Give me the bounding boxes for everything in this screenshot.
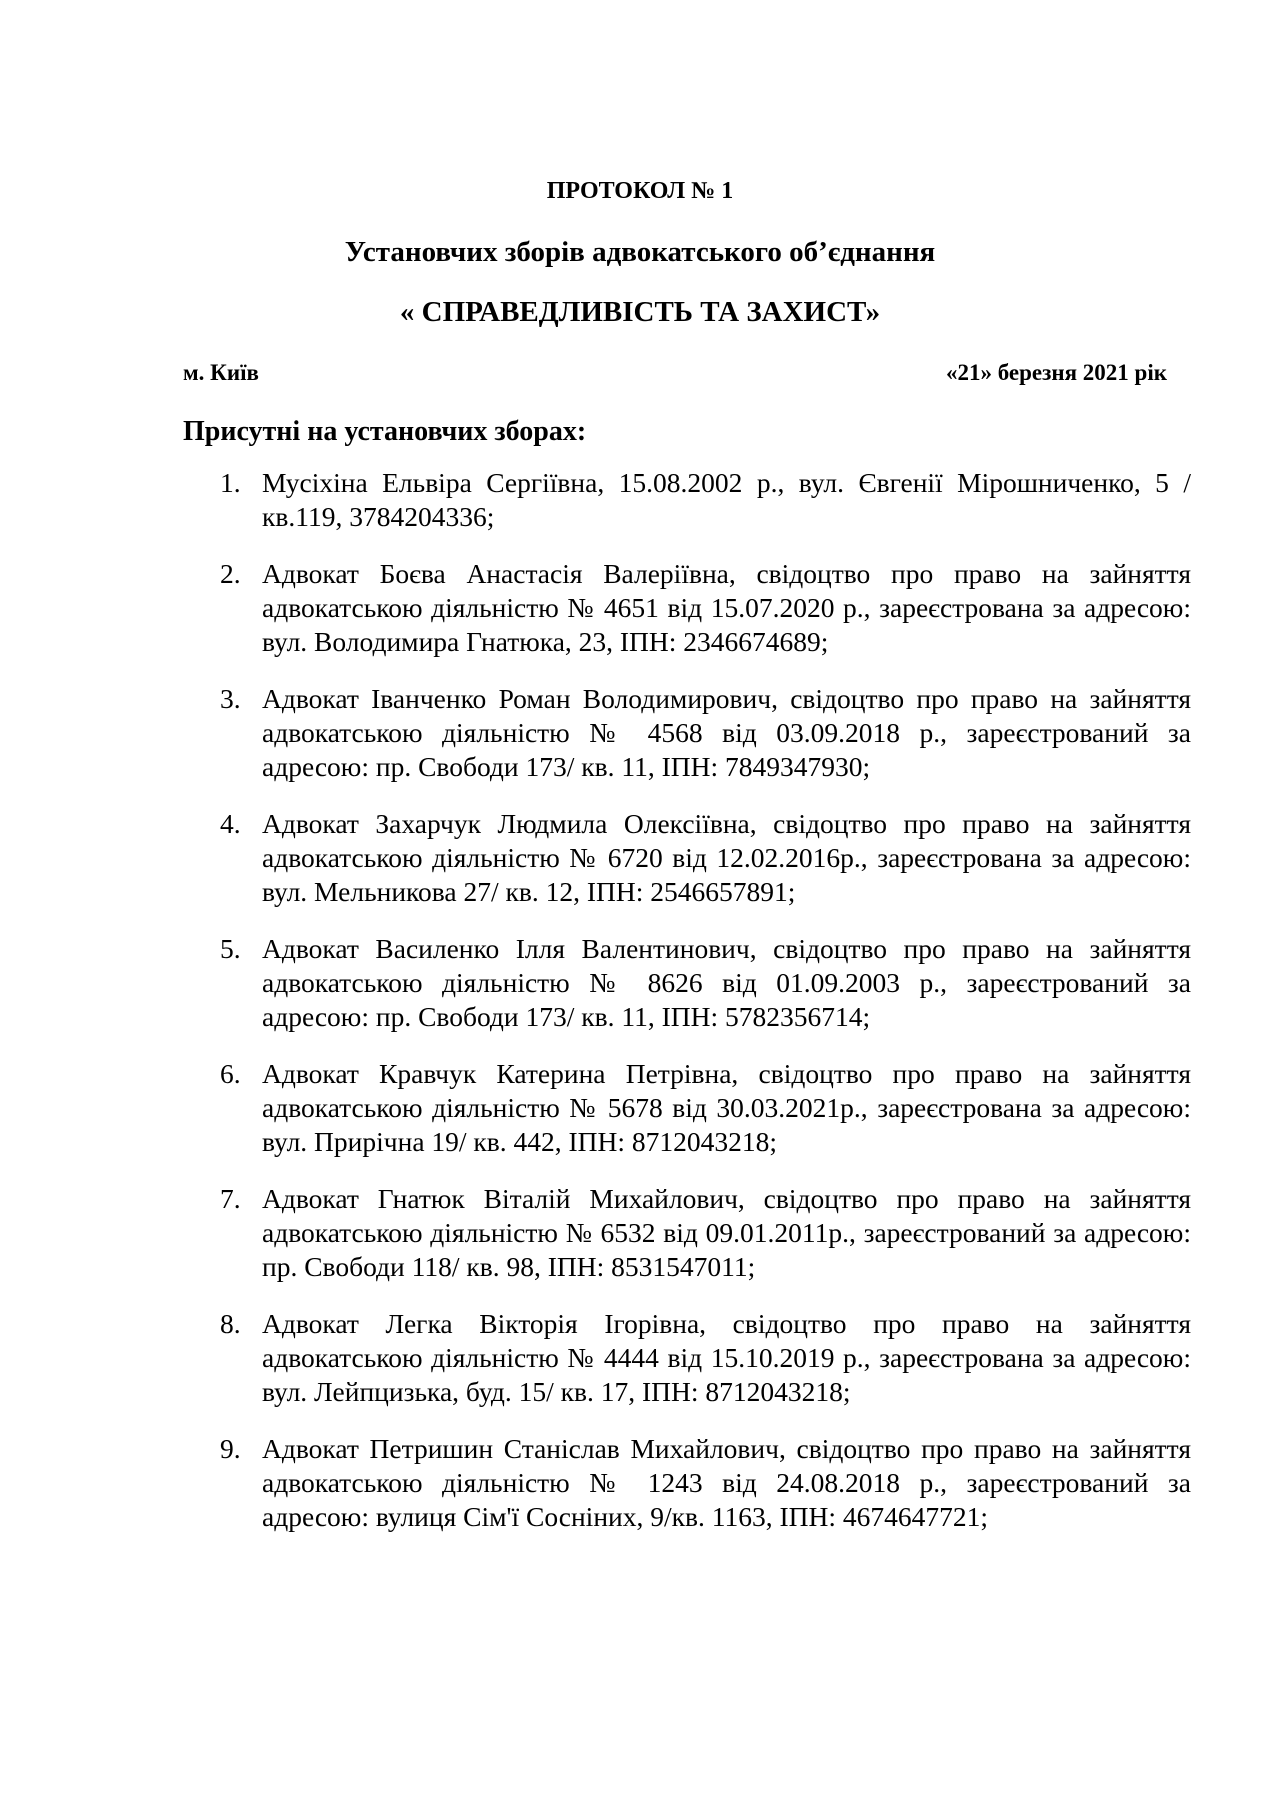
attendee-item — [183, 932, 1191, 1034]
attendee-text: Адвокат Кравчук Катерина Петрівна, свідоцтво про право на зайняття адвокатською діяльністю № 5678 від 30.03.2021р., зареєстрована за адресою: вул. Прирічна 19/ кв. 442, ІПН: 8712043218; — [262, 1058, 1191, 1157]
attendee-item — [183, 1057, 1191, 1159]
attendee-text: Адвокат Легка Вікторія Ігорівна, свідоцтво про право на зайняття адвокатською діяльністю № 4444 від 15.10.2019 р., зареєстрована за адресою: вул. Лейпцизька, буд. 15/ кв. 17, ІПН: 8712043218; — [262, 1308, 1191, 1407]
city: м. Київ — [183, 360, 259, 385]
attendee-item — [183, 1307, 1191, 1409]
attendee-number: 3. — [220, 683, 241, 714]
attendee-item — [183, 682, 1191, 784]
attendee-text: Мусіхіна Ельвіра Сергіївна, 15.08.2002 р., вул. Євгенії Мірошниченко, 5 /кв.119, 3784204336; — [262, 467, 1191, 532]
protocol-title: ПРОТОКОЛ № 1 — [546, 178, 734, 204]
organization-name: « СПРАВЕДЛИВІСТЬ ТА ЗАХИСТ» — [399, 296, 881, 328]
attendee-text: Адвокат Гнатюк Віталій Михайлович, свідоцтво про право на зайняття адвокатською діяльністю № 6532 від 09.01.2011р., зареєстрований за адресою: пр. Свободи 118/ кв. 98, ІПН: 8531547011; — [262, 1183, 1191, 1282]
attendee-list — [183, 466, 1191, 1557]
attendee-item — [183, 1182, 1191, 1284]
attendee-number: 5. — [220, 933, 241, 964]
attendee-number: 4. — [220, 808, 241, 839]
attendee-item — [183, 807, 1191, 909]
attendee-item — [183, 557, 1191, 659]
attendee-text: Адвокат Петришин Станіслав Михайлович, свідоцтво про право на зайняття адвокатською діяльністю № 1243 від 24.08.2018 р., зареєстрований за адресою: вулиця Сім'ї Сосніних, 9/кв. 1163, ІПН: 4674647721; — [262, 1433, 1191, 1532]
attendee-number: 9. — [220, 1433, 241, 1464]
attendee-text: Адвокат Захарчук Людмила Олексіївна, свідоцтво про право на зайняття адвокатською діяльністю № 6720 від 12.02.2016р., зареєстрована за адресою: вул. Мельникова 27/ кв. 12, ІПН: 2546657891; — [262, 808, 1191, 907]
meeting-date: «21» березня 2021 рік — [945, 360, 1167, 385]
place-date-row — [183, 360, 1167, 386]
attendee-number: 2. — [220, 558, 241, 589]
attendee-item — [183, 466, 1191, 534]
attendee-text: Адвокат Боєва Анастасія Валеріївна, свідоцтво про право на зайняття адвокатською діяльністю № 4651 від 15.07.2020 р., зареєстрована за адресою: вул. Володимира Гнатюка, 23, ІПН: 2346674689; — [262, 558, 1191, 657]
attendee-item — [183, 1432, 1191, 1534]
attendee-number: 1. — [220, 467, 241, 498]
attendees-heading: Присутні на установчих зборах: — [183, 416, 587, 447]
attendee-number: 8. — [220, 1308, 241, 1339]
attendee-number: 6. — [220, 1058, 241, 1089]
attendee-number: 7. — [220, 1183, 241, 1214]
attendee-text: Адвокат Іванченко Роман Володимирович, свідоцтво про право на зайняття адвокатською діяльністю № 4568 від 03.09.2018 р., зареєстрований за адресою: пр. Свободи 173/ кв. 11, ІПН: 7849347930; — [262, 683, 1191, 782]
attendee-text: Адвокат Василенко Ілля Валентинович, свідоцтво про право на зайняття адвокатською діяльністю № 8626 від 01.09.2003 р., зареєстрований за адресою: пр. Свободи 173/ кв. 11, ІПН: 5782356714; — [262, 933, 1191, 1032]
meeting-subtitle: Установчих зборів адвокатського об’єднання — [344, 236, 936, 268]
